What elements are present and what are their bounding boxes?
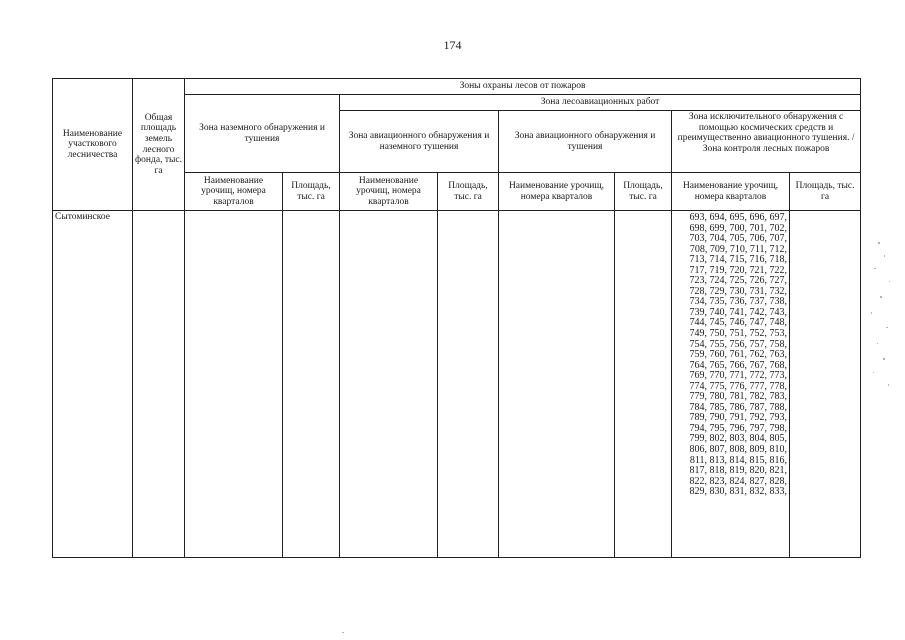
fire-protection-zones-table — [52, 78, 861, 558]
page-number: 174 — [443, 38, 462, 52]
quarter-numbers-line: 744, 745, 746, 747, 748, — [689, 317, 787, 329]
exclusive-name-subheader: Наименование урочищ, номера кварталов — [672, 173, 790, 211]
quarter-numbers-line: 717, 719, 720, 721, 722, — [689, 264, 787, 276]
quarter-numbers-line: 794, 795, 796, 797, 798, — [689, 422, 787, 434]
avia-name-subheader: Наименование урочищ, номера кварталов — [499, 173, 615, 211]
avia-ground-name-cell — [340, 211, 438, 558]
exclusive-zone-header: Зона исключительного обнаружения с помощью космических средств и преимущественно авиационного тушения. / Зона контроля лесных пожаров — [672, 111, 861, 173]
avia-ground-area-cell — [438, 211, 499, 558]
quarter-numbers-line: 806, 807, 808, 809, 810, — [689, 444, 787, 456]
quarter-numbers-line: 698, 699, 700, 701, 702, — [689, 222, 787, 234]
quarter-numbers-line: 811, 813, 814, 815, 816, — [689, 454, 787, 466]
total-area-cell — [133, 211, 185, 558]
ground-zone-header: Зона наземного обнаружения и тушения — [185, 95, 340, 173]
table-row — [53, 211, 861, 558]
quarter-numbers-line: 734, 735, 736, 737, 738, — [689, 296, 787, 308]
quarter-numbers-line: 749, 750, 751, 752, 753, — [689, 328, 787, 340]
ground-name-subheader: Наименование урочищ, номера кварталов — [185, 173, 283, 211]
quarter-numbers-line: 739, 740, 741, 742, 743, — [689, 306, 787, 318]
district-cell: Сытоминское — [53, 211, 133, 558]
ground-area-cell — [283, 211, 340, 558]
ground-area-subheader: Площадь, тыс. га — [283, 173, 340, 211]
exclusive-quarters-cell — [672, 211, 790, 558]
avia-zone-header: Зона авиационного обнаружения и тушения — [499, 111, 672, 173]
quarter-numbers-line: 779, 780, 781, 782, 783, — [689, 391, 787, 403]
quarter-numbers-line: 829, 830, 831, 832, 833, — [689, 486, 787, 498]
quarter-numbers-line: 708, 709, 710, 711, 712, — [689, 243, 787, 255]
avia-ground-zone-header: Зона авиационного обнаружения и наземного тушения — [340, 111, 499, 173]
quarter-numbers-line: 769, 770, 771, 772, 773, — [689, 370, 787, 382]
ground-name-cell — [185, 211, 283, 558]
district-column-header: Наименование участкового лесничества — [53, 79, 133, 211]
total-area-column-header: Общая площадь земель лесного фонда, тыс. га — [133, 79, 185, 211]
quarter-numbers-line: 754, 755, 756, 757, 758, — [689, 338, 787, 350]
fire-protection-zones-header: Зоны охраны лесов от пожаров — [185, 79, 861, 95]
exclusive-area-subheader: Площадь, тыс. га — [790, 173, 861, 211]
exclusive-area-cell — [790, 211, 861, 558]
quarter-numbers-line: 789, 790, 791, 792, 793, — [689, 412, 787, 424]
avia-area-cell — [615, 211, 672, 558]
quarter-numbers-line: 774, 775, 776, 777, 778, — [689, 380, 787, 392]
quarter-numbers-line: 764, 765, 766, 767, 768, — [689, 359, 787, 371]
quarter-numbers-line: 822, 823, 824, 827, 828, — [689, 475, 787, 487]
aviation-zone-header: Зона лесоавиационных работ — [340, 95, 861, 111]
quarter-numbers-line: 784, 785, 786, 787, 788, — [689, 401, 787, 413]
quarter-numbers-line: 759, 760, 761, 762, 763, — [689, 349, 787, 361]
avia-area-subheader: Площадь, тыс. га — [615, 173, 672, 211]
avia-ground-name-subheader: Наименование урочищ, номера кварталов — [340, 173, 438, 211]
quarter-numbers-line: 713, 714, 715, 716, 718, — [689, 254, 787, 266]
quarter-numbers-line: 799, 802, 803, 804, 805, — [689, 433, 787, 445]
quarter-numbers-line: 817, 818, 819, 820, 821, — [689, 465, 787, 477]
quarter-numbers-line: 728, 729, 730, 731, 732, — [689, 285, 787, 297]
avia-ground-area-subheader: Площадь, тыс. га — [438, 173, 499, 211]
quarter-numbers-line: 703, 704, 705, 706, 707, — [689, 233, 787, 245]
avia-name-cell — [499, 211, 615, 558]
quarter-numbers-line: 693, 694, 695, 696, 697, — [689, 212, 787, 223]
quarter-numbers-line: 723, 724, 725, 726, 727, — [689, 275, 787, 287]
